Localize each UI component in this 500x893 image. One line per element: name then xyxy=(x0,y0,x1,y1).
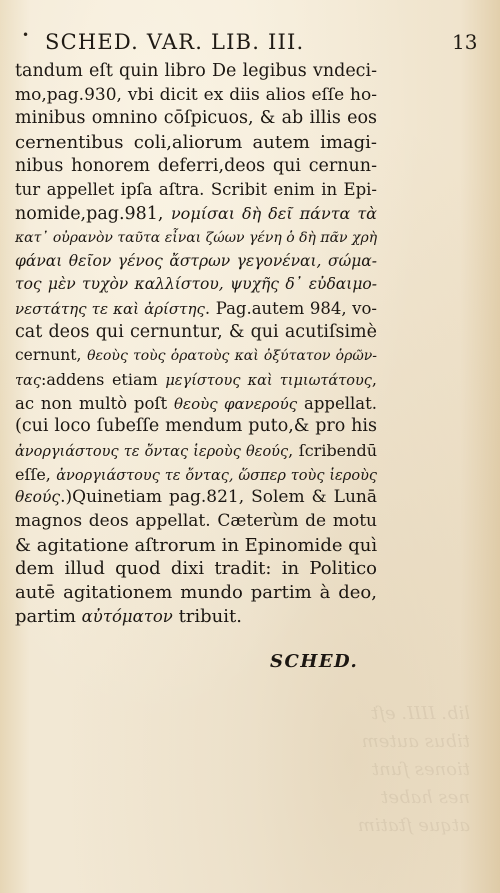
text-line xyxy=(15,202,377,226)
latin-text: nibus honorem deferri,deos qui cernun- xyxy=(15,155,377,176)
text-line xyxy=(15,131,377,155)
body-text xyxy=(15,60,377,629)
latin-text: cernunt, xyxy=(15,346,88,365)
latin-text: mo,pag.930, vbi dicit ex diis alios eſſe ho- xyxy=(15,84,377,105)
latin-text: minibus omnino cōſpicuos, & ab illis eos xyxy=(15,108,377,129)
latin-text: , xyxy=(371,369,377,389)
page-number: 13 xyxy=(452,30,478,54)
text-line xyxy=(15,107,377,131)
latin-text: nomide,pag.981, xyxy=(15,204,171,225)
text-line xyxy=(15,534,377,558)
text-line xyxy=(15,84,377,108)
latin-text: cat deos qui cernuntur, & qui acutiſsimè xyxy=(15,321,377,342)
greek-text: ἀνοργιάστους τε ὄντας, ὥσπερ τοὺς ἱεροὺς xyxy=(56,467,378,484)
page-header xyxy=(0,26,500,58)
text-line xyxy=(15,439,377,463)
show-through-text: lib. IIII. eſt tibus autem tiones ſunt nes habet atque ſtatim xyxy=(357,703,470,836)
text-line xyxy=(15,415,377,439)
text-line xyxy=(15,368,377,392)
greek-text: φάναι θεῖον γένος ἄστρων γεγονέναι, σώμα- xyxy=(15,251,377,270)
latin-text: cernentibus coli,aliorum autem imagi- xyxy=(15,132,377,154)
greek-text: τας xyxy=(15,372,41,389)
greek-text: ἀνοργιάστους τε ὄντας ἱεροὺς θεούς xyxy=(15,444,289,460)
greek-text: θεούς xyxy=(15,488,61,507)
latin-text: , ſcribendū xyxy=(288,441,378,460)
greek-text: νεστάτης τε καὶ ἀρίστης xyxy=(15,299,205,318)
latin-text: appellat. xyxy=(297,393,377,413)
text-line xyxy=(15,510,377,534)
catchword: SCHED. xyxy=(270,651,359,672)
latin-text: dem illud quod dixi tradit: in Politico xyxy=(15,558,377,580)
latin-text: magnos deos appellat. Cæterùm de motu xyxy=(15,511,377,532)
text-line xyxy=(15,605,377,629)
latin-text: (cui loco ſubeſſe mendum puto,& pro his xyxy=(15,416,377,437)
latin-text: autē agitationem mundo partim à deo, xyxy=(15,582,377,604)
text-line xyxy=(15,226,377,250)
running-head: SCHED. VAR. LIB. III. xyxy=(45,30,305,54)
latin-text: eſſe, xyxy=(15,464,57,484)
latin-text: . Pag.autem 984, vo- xyxy=(204,298,377,318)
text-line xyxy=(15,581,377,605)
text-line xyxy=(15,250,377,274)
text-line xyxy=(15,344,377,368)
text-line xyxy=(15,155,377,179)
text-line xyxy=(15,463,377,487)
latin-text: ac non multò poſt xyxy=(15,393,174,413)
greek-text: αὐτόματον xyxy=(81,606,173,626)
greek-text: μεγίστους καὶ τιμιωτάτους xyxy=(165,372,372,389)
latin-text: tribuit. xyxy=(172,605,242,627)
text-line xyxy=(15,297,377,321)
text-line xyxy=(15,557,377,581)
greek-text: τος μὲν τυχὸν καλλίστου, ψυχῆς δ᾽ εὐδαιμο- xyxy=(15,275,377,294)
latin-text: tandum eſt quin libro De legibus vndeci- xyxy=(15,61,377,81)
text-line xyxy=(15,273,377,297)
text-line xyxy=(15,321,377,345)
text-line xyxy=(15,178,377,202)
header-mark: • xyxy=(22,28,30,42)
latin-text: tur appellet ipſa aſtra. Scribit enim in Epi- xyxy=(15,180,377,200)
greek-text: θεοὺς τοὺς ὁρατοὺς καὶ ὀξύτατον ὁρῶν- xyxy=(87,348,377,365)
greek-text: κατ᾽ οὐρανὸν ταῦτα εἶναι ζώων γένη ὁ δὴ πᾶν χρὴ xyxy=(15,229,378,246)
latin-text: & agitatione aſtrorum in Epinomide quì xyxy=(15,534,378,556)
latin-text: .)Quinetiam pag.821, Solem & Lunā xyxy=(60,487,377,508)
latin-text: partim xyxy=(15,605,82,627)
text-line xyxy=(15,486,377,510)
greek-text: νομίσαι δὴ δεῖ πάντα τὰ xyxy=(170,204,377,224)
latin-text: :addens etiam xyxy=(40,369,166,389)
greek-text: θεοὺς φανερούς xyxy=(173,394,298,413)
text-line xyxy=(15,392,377,416)
text-line xyxy=(15,60,377,84)
